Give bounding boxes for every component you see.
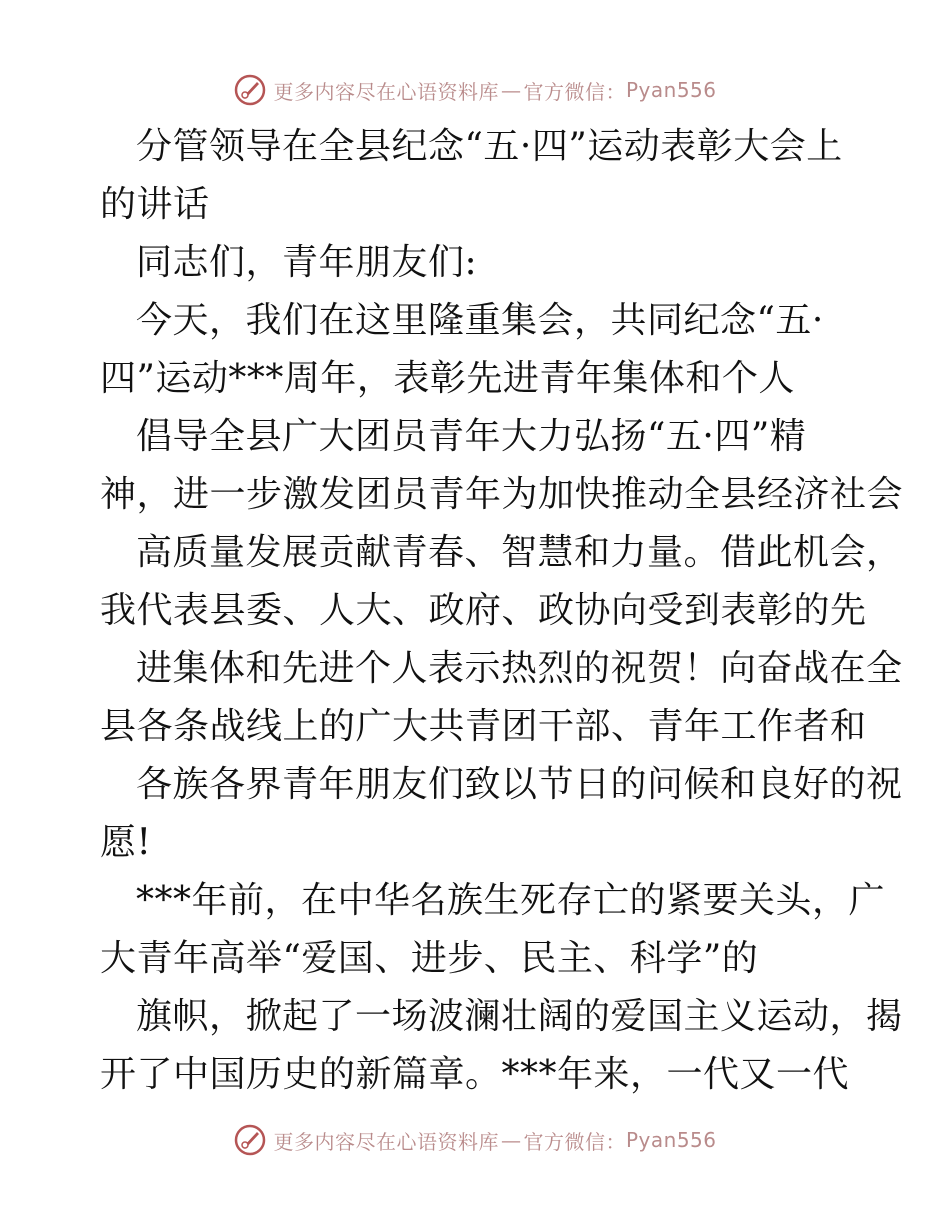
salutation: 同志们，青年朋友们: [136, 242, 478, 283]
footer-watermark [0, 1120, 950, 1160]
watermark-brand: 更多内容尽在心语资料库 [273, 79, 499, 104]
text-line: 大青年高举“爱国、进步、民主、科学”的 [100, 938, 759, 979]
text-line: 愿! [100, 822, 152, 863]
text-line: 开了中国历史的新篇章。***年来，一代又一代 [100, 1054, 850, 1095]
text-line: 旗帜，掀起了一场波澜壮阔的爱国主义运动，揭 [136, 996, 903, 1037]
text-line: ***年前，在中华名族生死存亡的紧要关头，广 [136, 880, 886, 921]
text-line: 县各条战线上的广大共青团干部、青年工作者和 [100, 706, 867, 747]
text-line: 高质量发展贡献青春、智慧和力量。借此机会， [136, 532, 903, 573]
watermark-code: Pyan556 [625, 1128, 717, 1152]
watermark-brand: 更多内容尽在心语资料库 [273, 1129, 499, 1154]
header-watermark [0, 70, 950, 110]
watermark-separator: — [500, 1128, 522, 1152]
text-line: 进集体和先进个人表示热烈的祝贺！向奋战在全 [136, 648, 903, 689]
watermark-separator: — [500, 78, 522, 102]
quill-logo-icon [233, 1123, 267, 1157]
quill-logo-icon [233, 73, 267, 107]
watermark-code: Pyan556 [625, 78, 717, 102]
text-line: 我代表县委、人大、政府、政协向受到表彰的先 [100, 590, 867, 631]
title-line-2: 的讲话 [100, 184, 210, 225]
text-line: 倡导全县广大团员青年大力弘扬“五·四”精 [136, 416, 807, 457]
text-line: 今天，我们在这里隆重集会，共同纪念“五· [136, 300, 824, 341]
title-line-1: 分管领导在全县纪念“五·四”运动表彰大会上 [136, 126, 843, 167]
watermark-label: 官方微信： [523, 1129, 626, 1154]
text-line: 四”运动***周年，表彰先进青年集体和个人 [100, 358, 795, 399]
watermark-label: 官方微信： [523, 79, 626, 104]
text-line: 各族各界青年朋友们致以节日的问候和良好的祝 [136, 764, 903, 805]
text-line: 神，进一步激发团员青年为加快推动全县经济社会 [100, 474, 904, 515]
